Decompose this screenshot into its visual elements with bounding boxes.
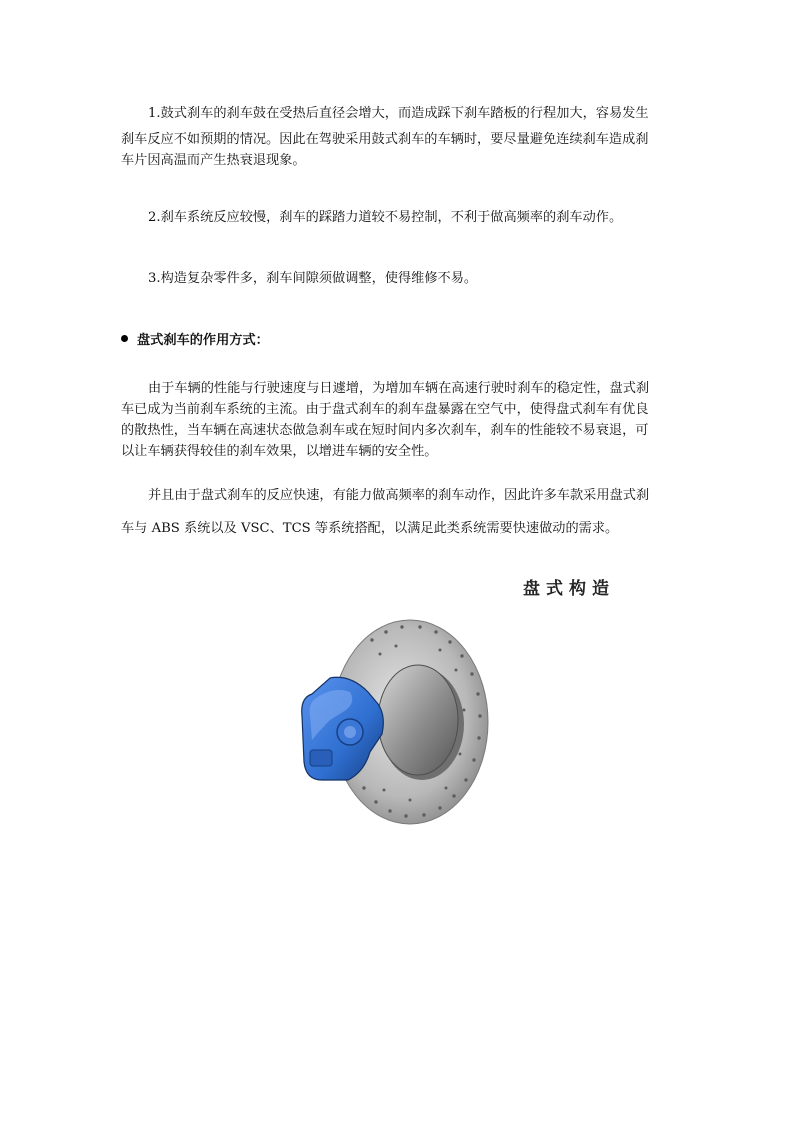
- text-line: 由于车辆的性能与行驶速度与日遽增，为增加车辆在高速行驶时刹车的稳定性，盘式刹: [148, 381, 650, 396]
- text-line: 车片因高温而产生热衰退现象。: [121, 153, 306, 168]
- text-line: 车已成为当前刹车系统的主流。由于盘式刹车的刹车盘暴露在空气中，使得盘式刹车有优良: [121, 402, 649, 417]
- wheel-hub: [378, 665, 458, 775]
- bullet-icon: [121, 335, 128, 342]
- text-line: 刹车反应不如预期的情况。因此在驾驶采用鼓式刹车的车辆时，要尽量避免连续刹车造成刹: [121, 132, 649, 147]
- paragraph-drum-brake-point-2: [121, 205, 679, 231]
- text-line: 车与 ABS 系统以及 VSC、TCS 等系统搭配，以满足此类系统需要快速做动的需求。: [121, 521, 619, 536]
- text-line: 的散热性，当车辆在高速状态做急刹车或在短时间内多次刹车，刹车的性能较不易衰退，可: [121, 423, 649, 438]
- section-heading-row: [121, 329, 269, 348]
- caliper-bolt-head: [344, 726, 356, 738]
- text-line: 3.构造复杂零件多，刹车间隙须做调整，使得维修不易。: [148, 271, 478, 286]
- text-line: 以让车辆获得较佳的刹车效果，以增进车辆的安全性。: [121, 444, 438, 459]
- paragraph-drum-brake-point-1: [121, 101, 679, 174]
- figure-title: 盘式构造: [523, 579, 615, 599]
- caliper-piston: [310, 750, 332, 766]
- section-heading: 盘式刹车的作用方式：: [137, 333, 269, 348]
- paragraph-disc-brake-intro: [121, 378, 679, 462]
- paragraph-disc-brake-response: [121, 479, 679, 545]
- paragraph-drum-brake-point-3: [121, 266, 679, 292]
- text-line: 2.刹车系统反应较慢，刹车的踩踏力道较不易控制，不利于做高频率的刹车动作。: [148, 210, 623, 225]
- disc-brake-illustration: [290, 612, 500, 832]
- text-line: 并且由于盘式刹车的反应快速，有能力做高频率的刹车动作，因此许多车款采用盘式刹: [148, 488, 650, 503]
- text-line: 1.鼓式刹车的刹车鼓在受热后直径会增大，而造成踩下刹车踏板的行程加大，容易发生: [148, 106, 649, 121]
